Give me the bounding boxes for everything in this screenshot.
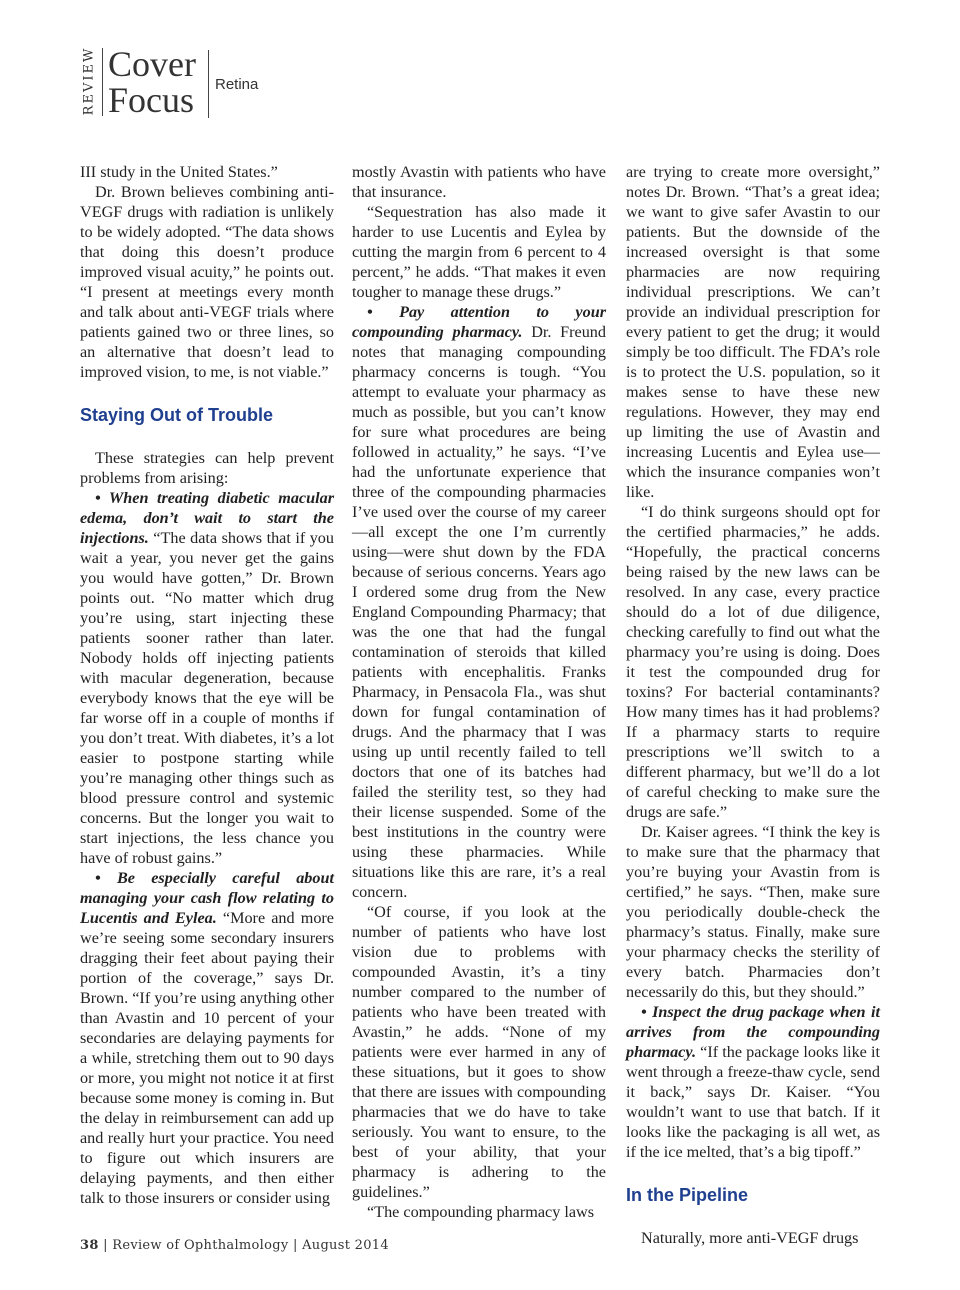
department-title <box>108 46 196 118</box>
paragraph: Dr. Kaiser agrees. “I think the key is to make sure that the pharmacy that you’re buying your Avastin from is certified,” he says. “Then, make sure you periodically double-check the pharmacy’s status. Finally, make sure your pharmacy checks the sterility of every batch. Pharmacies don’t necessarily do this, but they should.” <box>626 823 880 1001</box>
bullet-paragraph <box>626 1002 880 1162</box>
bullet-paragraph <box>80 868 334 1208</box>
bullet-text: Dr. Freund notes that managing compounding pharmacy concerns is tough. “You attempt to evaluate your pharmacy as much as possible, but you can’t know for sure what procedures are being followed in actuality,” he says. “I’ve had the unfortunate experience that three of the compounding pharmacies I’ve used over the course of my career—all except the one I’m currently using—were shut down by the FDA because of serious concerns. Years ago I ordered some drug from the New England Compounding Pharmacy; that was the one that had the fungal contamination of steroids that killed patients with encephalitis. Franks Pharmacy, in Pensacola Fla., was shut down for fungal contamination of drugs. And the pharmacy that I was using up until recently failed to tell doctors that one of its batches had failed the sterility test, so they had their license suspended. Some of the best institutions in the country were using these pharmacies. While situations like this are rare, it’s a real concern. <box>352 323 606 901</box>
paragraph: Naturally, more anti-VEGF drugs <box>641 1229 859 1247</box>
bullet-text: “The data shows that if you wait a year, you never get the gains you would have gotten,” Dr. Brown points out. “No matter which drug you’re using, start injecting these patients sooner rather than later. Nobody holds off injecting patients with macular degeneration, because everybody knows that the eye will be far worse off in a couple of months if you don’t treat. With diabetes, it’s a lot easier to postpone starting while you’re managing other things such as blood pressure control and systemic concerns. But the longer you wait to start injections, the less chance you have of robust gains.” <box>80 529 334 867</box>
cover-word: Cover <box>108 44 196 84</box>
page-number: 38 <box>80 1238 99 1253</box>
review-text: REVIEW <box>81 46 97 116</box>
paragraph: Dr. Brown believes combining anti-VEGF drugs with radiation is unlikely to be widely adopted. “The data shows that doing this doesn’t produce improved visual acuity,” he points out. “I present at meetings every month and talk about anti-VEGF trials where patients gained two or three lines, so an alternative that doesn’t lead to improved vision, to me, is not viable.” <box>80 183 334 381</box>
paragraph: mostly Avastin with patients who have that insurance. <box>352 163 606 201</box>
page-footer <box>80 1238 389 1253</box>
paragraph: “Of course, if you look at the number of patients who have lost vision due to problems with compounded Avastin, it’s a tiny number compared to the number of patients who have been treated with Avastin,” he adds. “None of my patients were ever harmed in any of these situations, but it goes to show that there are issues with compounding pharmacies that we do have to take seriously. You want to ensure, to the best of your ability, that your pharmacy is adhering to the guidelines.” <box>352 903 606 1201</box>
bullet-lead: • Inspect the drug package when it arrives from the compounding pharmacy. <box>626 1003 880 1061</box>
paragraph: “Sequestration has also made it harder to use Lucentis and Eylea by cutting the margin from 6 percent to 4 percent,” he adds. “That makes it even tougher to manage these drugs.” <box>352 203 606 301</box>
header-divider-left <box>102 48 103 116</box>
paragraph: “The compounding pharmacy laws <box>367 1203 595 1221</box>
footer-separator: | <box>288 1238 303 1253</box>
review-vertical-label <box>80 42 98 120</box>
bullet-lead: • Pay attention to your compounding pharmacy. <box>352 303 606 341</box>
paragraph: III study in the United States.” <box>80 163 278 181</box>
paragraph: “I do think surgeons should opt for the certified pharmacies,” he adds. “Hopefully, the practical concerns being raised by the new laws can be resolved. In any case, every practice should do a lot of due diligence, checking carefully to find out what the pharmacy you’re using is doing. Does it test the compounded drug for toxins? For bacterial contaminants? How many times has it had problems? If a pharmacy starts to require prescriptions we’ll switch to a different pharmacy, but we’ll do a lot of careful checking to make sure the drugs are safe.” <box>626 503 880 821</box>
journal-name: Review of Ophthalmology <box>112 1238 289 1253</box>
bullet-paragraph <box>80 488 334 868</box>
section-label: Retina <box>215 76 259 93</box>
bullet-text: “More and more we’re seeing some secondary insurers dragging their feet about paying their portion of the coverage,” says Dr. Brown. “If you’re using anything other than Avastin and 10 percent of your secondaries are delaying payments for a while, stretching them out to 90 days or more, you might not notice it at first because some money is coming in. But the delay in reimbursement can add up and really hurt your practice. You need to figure out which insurers are delaying payments, and then either talk to those insurers or consider using <box>80 909 334 1207</box>
focus-word: Focus <box>108 80 195 120</box>
bullet-lead: • Be especially careful about managing your cash flow relating to Lucentis and Eylea. <box>80 869 334 927</box>
footer-separator: | <box>98 1238 113 1253</box>
header-divider-right <box>208 50 209 118</box>
bullet-lead: • When treating diabetic macular edema, don’t wait to start the injections. <box>80 489 334 547</box>
bullet-paragraph <box>352 302 606 902</box>
paragraph: are trying to create more oversight,” notes Dr. Brown. “That’s a great idea; we want to give safer Avastin to our patients. But the downside of the increased oversight is that some pharmacies are now requiring individual prescriptions. We can’t provide an individual prescription for every patient to get the drug; it would simply be too difficult. The FDA’s role is to protect the U.S. population, so it makes sense to have these new regulations. However, they may end up limiting the use of Avastin and increasing Lucentis and Eylea use—which the insurance companies won’t like. <box>626 163 880 501</box>
subheading-staying-out-of-trouble: Staying Out of Trouble <box>80 405 273 425</box>
column-1 <box>80 162 334 1208</box>
column-2 <box>352 162 606 1222</box>
subheading-in-the-pipeline: In the Pipeline <box>626 1185 749 1205</box>
column-3 <box>626 162 880 1248</box>
issue-date: August 2014 <box>302 1238 389 1253</box>
paragraph: These strategies can help prevent problems from arising: <box>80 449 334 487</box>
bullet-text: “If the package looks like it went through a freeze-thaw cycle, send it back,” says Dr. Kaiser. “You wouldn’t want to use that batch. If it looks like the packaging is all wet, as if the ice melted, that’s a big tipoff.” <box>626 1043 880 1161</box>
